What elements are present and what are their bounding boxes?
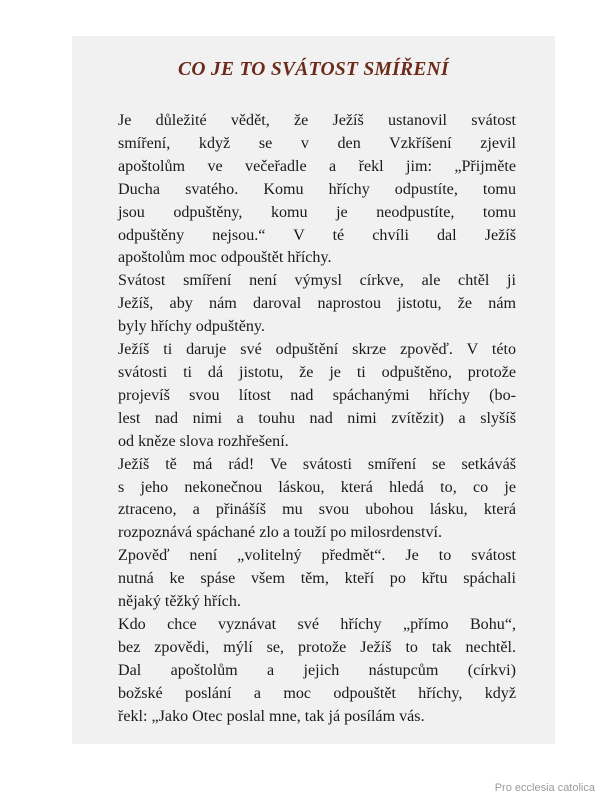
text-line: Ježíš, aby nám daroval naprostou jistotu, že nám — [118, 295, 516, 313]
text-line: Je důležité vědět, že Ježíš ustanovil svátost — [118, 112, 516, 129]
text-line: nějaký těžký hřích. — [118, 593, 241, 611]
text-line: od kněze slova rozhřešení. — [118, 432, 289, 450]
text-line: Kdo chce vyznávat své hříchy „přímo Bohu“, — [118, 615, 516, 633]
text-line: byly hříchy odpuštěny. — [118, 318, 265, 336]
text-line: řekl: „Jako Otec poslal mne, tak já posílám vás. — [118, 707, 425, 725]
watermark-text: Pro ecclesia catolica — [494, 782, 595, 794]
text-line: Ježíš tě má rád! Ve svátosti smíření se setkáváš — [118, 455, 516, 473]
prayer-card — [72, 36, 555, 744]
paragraph — [118, 270, 516, 339]
text-line: Ducha svatého. Komu hříchy odpustíte, tomu — [118, 180, 516, 198]
text-line: rozpoznává spáchané zlo a touží po milosrdenství. — [118, 524, 443, 542]
text-line: jsou odpuštěny, komu je neodpustíte, tomu — [118, 203, 516, 221]
text-line: apoštolům moc odpouštět hříchy. — [118, 249, 332, 267]
text-line: lest nad nimi a touhu nad nimi zvítězit) a slyšíš — [118, 409, 516, 427]
text-line: projevíš svou lítost nad spáchanými hříchy (bo- — [118, 386, 516, 404]
text-line: Zpověď není „volitelný předmět“. Je to svátost — [118, 547, 516, 565]
card-body-text — [118, 110, 516, 728]
text-line: nutná ke spáse všem těm, kteří po křtu spáchali — [118, 570, 516, 588]
text-line: bez zpovědi, mýlí se, protože Ježíš to tak nechtěl. — [118, 638, 516, 656]
paragraph — [118, 454, 516, 546]
text-line: Dal apoštolům a jejich nástupcům (církvi) — [118, 661, 516, 679]
text-line: Ježíš ti daruje své odpuštění skrze zpověď. V této — [118, 341, 516, 359]
paragraph — [118, 614, 516, 729]
text-line: svátosti ti dá jistotu, že je ti odpuštěno, protože — [118, 363, 516, 381]
paragraph — [118, 110, 516, 270]
text-line: s jeho nekonečnou láskou, která hledá to, co je — [118, 478, 516, 496]
text-line: božské poslání a moc odpouštět hříchy, když — [118, 684, 516, 702]
card-title: CO JE TO SVÁTOST SMÍŘENÍ — [178, 59, 449, 80]
text-line: apoštolům ve večeřadle a řekl jim: „Přijměte — [118, 157, 516, 175]
text-line: odpuštěny nejsou.“ V té chvíli dal Ježíš — [118, 226, 516, 244]
text-line: smíření, když se v den Vzkříšení zjevil — [118, 134, 516, 152]
text-line: ztraceno, a přinášíš mu svou ubohou lásku, která — [118, 501, 516, 519]
text-line: Svátost smíření není výmysl církve, ale chtěl ji — [118, 272, 516, 290]
paragraph — [118, 545, 516, 614]
paragraph — [118, 339, 516, 454]
